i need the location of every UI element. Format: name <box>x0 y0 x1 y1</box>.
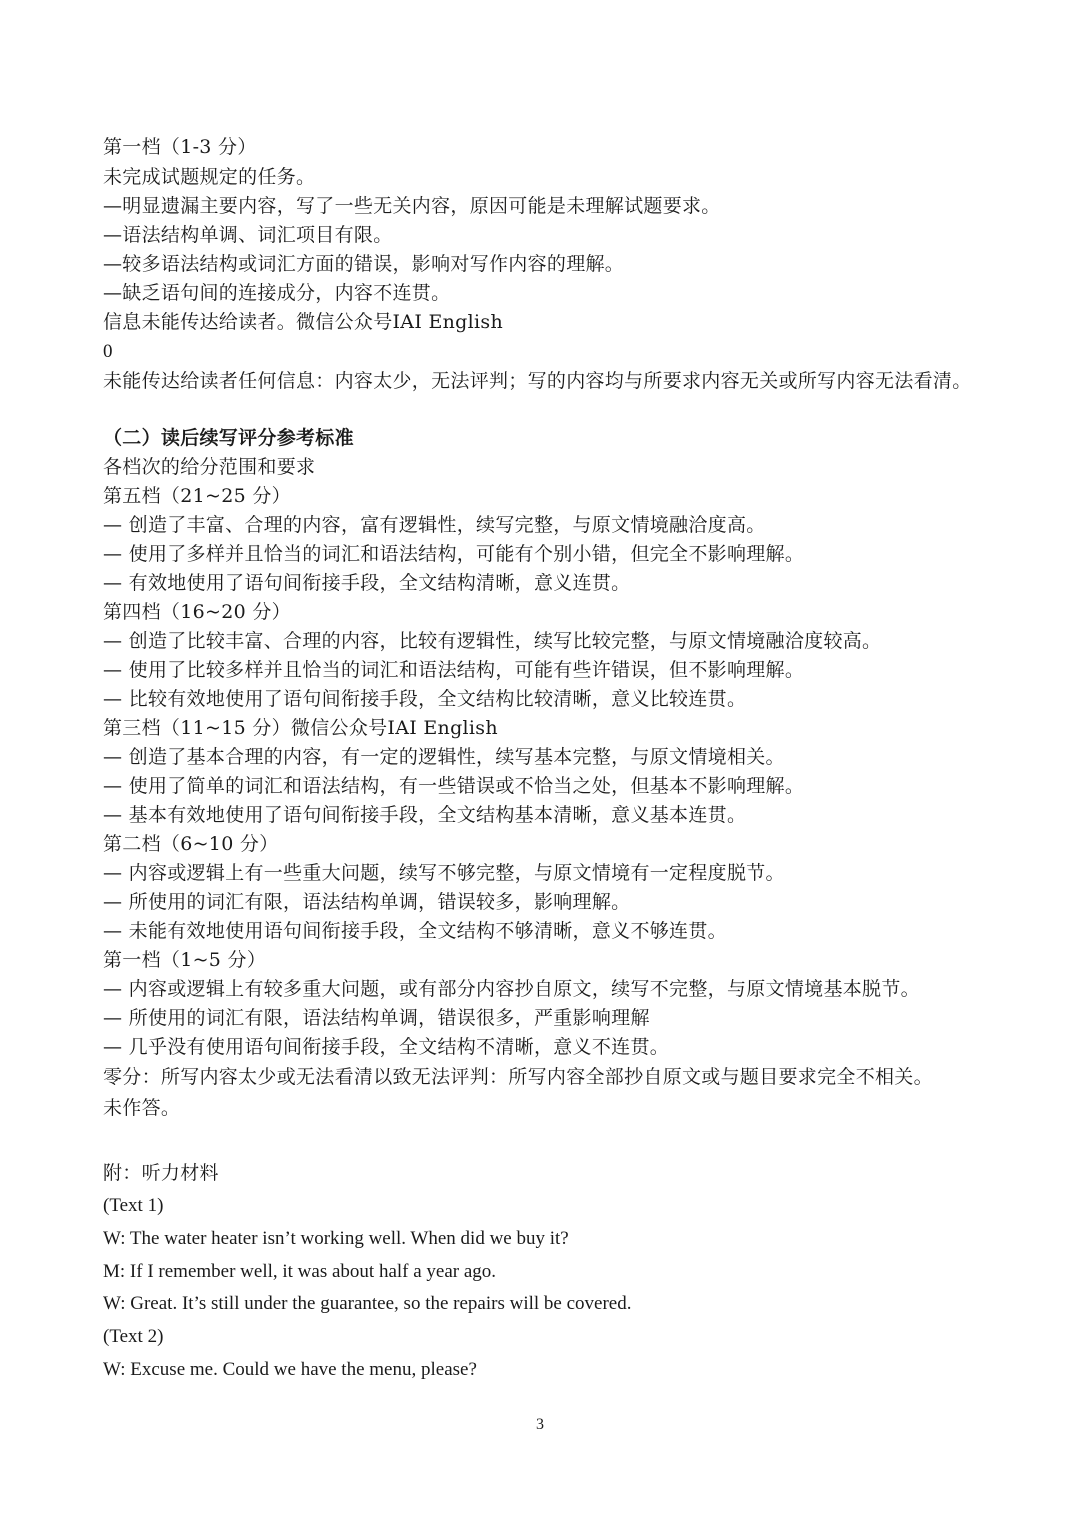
criteria-line: — 有效地使用了语句间衔接手段，全文结构清晰，意义连贯。 <box>103 572 631 594</box>
criteria-line: —较多语法结构或词汇方面的错误，影响对写作内容的理解。 <box>103 253 625 275</box>
criteria-line: 信息未能传达给读者。微信公众号IAI English <box>103 311 503 333</box>
zero-score-text: 零分：所写内容太少或无法看清以致无法评判：所写内容全部抄自原文或与题目要求完全不相关。 <box>103 1066 933 1088</box>
criteria-line: —缺乏语句间的连接成分，内容不连贯。 <box>103 282 451 304</box>
criteria-line: 未完成试题规定的任务。 <box>103 166 316 188</box>
transcript-line: W: The water heater isn’t working well. When did we buy it? <box>103 1228 569 1249</box>
transcript-line: M: If I remember well, it was about half a year ago. <box>103 1261 497 1282</box>
level-heading: 第一档（1-3 分） <box>103 136 257 158</box>
criteria-line: — 所使用的词汇有限，语法结构单调，错误很多，严重影响理解 <box>103 1007 650 1029</box>
page-number: 3 <box>536 1416 544 1433</box>
criteria-line: — 比较有效地使用了语句间衔接手段，全文结构比较清晰，意义比较连贯。 <box>103 688 747 710</box>
transcript-line: W: Great. It’s still under the guarantee, so the repairs will be covered. <box>103 1293 632 1314</box>
criteria-line: — 使用了多样并且恰当的词汇和语法结构，可能有个别小错，但完全不影响理解。 <box>103 543 805 565</box>
zero-score-text: 未能传达给读者任何信息：内容太少，无法评判；写的内容均与所要求内容无关或所写内容无法看清。 <box>103 370 972 392</box>
level-heading: 第二档（6~10 分） <box>103 833 279 855</box>
level-heading: 第三档（11~15 分）微信公众号IAI English <box>103 717 498 739</box>
criteria-line: — 内容或逻辑上有较多重大问题，或有部分内容抄自原文，续写不完整，与原文情境基本脱节。 <box>103 978 920 1000</box>
zero-score-label: 0 <box>103 341 113 362</box>
criteria-line: — 未能有效地使用语句间衔接手段，全文结构不够清晰，意义不够连贯。 <box>103 920 727 942</box>
section-subtitle: 各档次的给分范围和要求 <box>103 456 316 478</box>
criteria-line: — 创造了丰富、合理的内容，富有逻辑性，续写完整，与原文情境融洽度高。 <box>103 514 766 536</box>
criteria-line: — 基本有效地使用了语句间衔接手段，全文结构基本清晰，意义基本连贯。 <box>103 804 747 826</box>
criteria-line: — 所使用的词汇有限，语法结构单调，错误较多，影响理解。 <box>103 891 631 913</box>
transcript-line: (Text 2) <box>103 1326 164 1347</box>
level-heading: 第一档（1~5 分） <box>103 949 267 971</box>
transcript-line: (Text 1) <box>103 1195 164 1216</box>
criteria-line: — 几乎没有使用语句间衔接手段，全文结构不清晰，意义不连贯。 <box>103 1036 670 1058</box>
criteria-line: — 使用了比较多样并且恰当的词汇和语法结构，可能有些许错误，但不影响理解。 <box>103 659 805 681</box>
criteria-line: — 使用了简单的词汇和语法结构，有一些错误或不恰当之处，但基本不影响理解。 <box>103 775 805 797</box>
level-heading: 第五档（21~25 分） <box>103 485 291 507</box>
criteria-line: — 内容或逻辑上有一些重大问题，续写不够完整，与原文情境有一定程度脱节。 <box>103 862 785 884</box>
transcript-line: W: Excuse me. Could we have the menu, please? <box>103 1359 477 1380</box>
criteria-line: — 创造了基本合理的内容，有一定的逻辑性，续写基本完整，与原文情境相关。 <box>103 746 785 768</box>
section-title: （二）读后续写评分参考标准 <box>103 427 354 449</box>
no-answer-text: 未作答。 <box>103 1097 181 1119</box>
criteria-line: —语法结构单调、词汇项目有限。 <box>103 224 393 246</box>
level-heading: 第四档（16~20 分） <box>103 601 291 623</box>
criteria-line: —明显遗漏主要内容，写了一些无关内容，原因可能是未理解试题要求。 <box>103 195 721 217</box>
criteria-line: — 创造了比较丰富、合理的内容，比较有逻辑性，续写比较完整，与原文情境融洽度较高。 <box>103 630 882 652</box>
appendix-title: 附：听力材料 <box>103 1162 219 1184</box>
